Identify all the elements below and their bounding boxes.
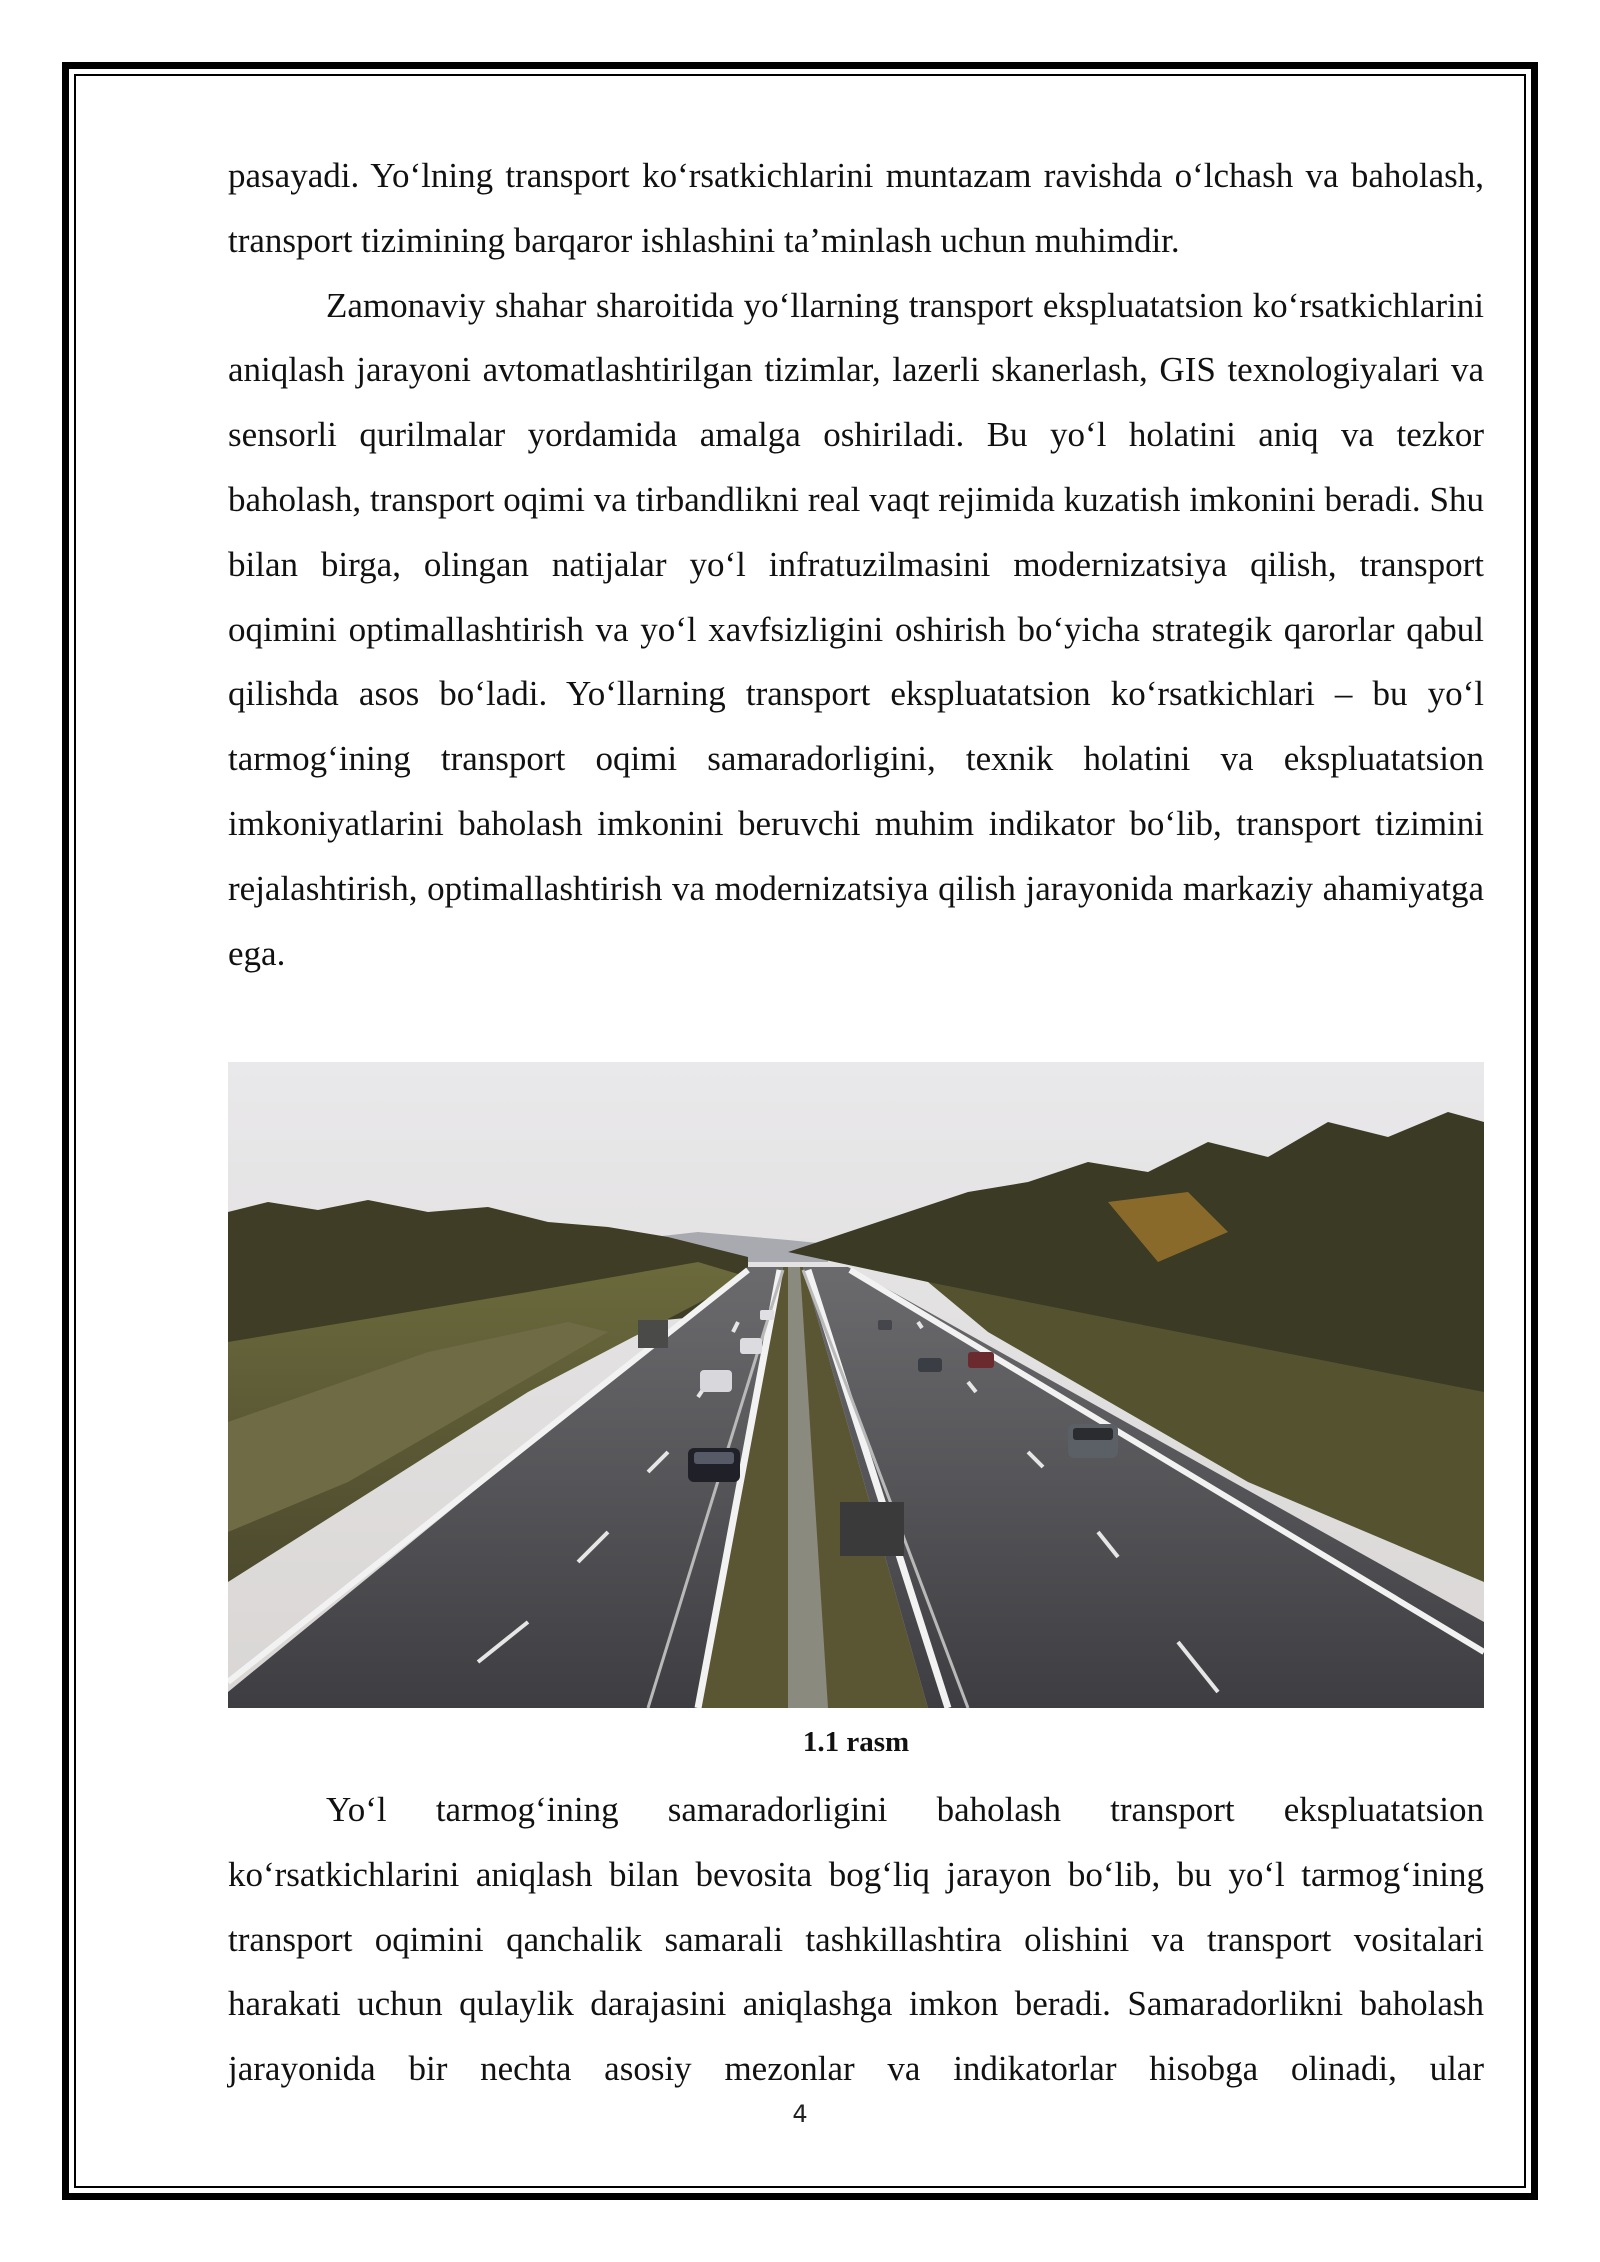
paragraph-3: Yo‘l tarmog‘ining samaradorligini baholash transport ekspluatatsion ko‘rsatkichlarini aniqlash bilan bevosita bog‘liq jarayon bo‘lib, bu yo‘l tarmog‘ining transport oqimini qanchalik samarali tashkillashtira olishini va transport vositalari harakati uchun qulaylik darajasini aniqlashga imkon beradi. Samaradorlikni baholash jarayonida bir nechta asosiy mezonlar va indikatorlar hisobga olinadi, ular — [228, 1790, 1484, 2089]
highway-photo — [228, 1062, 1484, 1708]
text-block-bottom — [228, 1778, 1484, 2102]
page-number: 4 — [792, 2100, 808, 2128]
paragraph-1: pasayadi. Yo‘lning transport ko‘rsatkichlarini muntazam ravishda o‘lchash va baholash, transport tizimining barqaror ishlashini ta’minlash uchun muhimdir. — [228, 156, 1484, 260]
paragraph-2: Zamonaviy shahar sharoitida yo‘llarning transport ekspluatatsion ko‘rsatkichlarini aniqlash jarayoni avtomatlashtirilgan tizimlar, lazerli skanerlash, GIS texnologiyalari va sensorli qurilmalar yordamida amalga oshiriladi. Bu yo‘l holatini aniq va tezkor baholash, transport oqimi va tirbandlikni real vaqt rejimida kuzatish imkonini beradi. Shu bilan birga, olingan natijalar yo‘l infratuzilmasini modernizatsiya qilish, transport oqimini optimallashtirish va yo‘l xavfsizligini oshirish bo‘yicha strategik qarorlar qabul qilishda asos bo‘ladi. Yo‘llarning transport ekspluatatsion ko‘rsatkichlari – bu yo‘l tarmog‘ining transport oqimi samaradorligini, texnik holatini va ekspluatatsion imkoniyatlarini baholash imkonini beruvchi muhim indikator bo‘lib, transport tizimini rejalashtirish, optimallashtirish va modernizatsiya qilish jarayonida markaziy ahamiyatga ega. — [228, 285, 1484, 973]
text-block-top — [228, 144, 1484, 986]
figure-caption: 1.1 rasm — [802, 1726, 910, 1758]
